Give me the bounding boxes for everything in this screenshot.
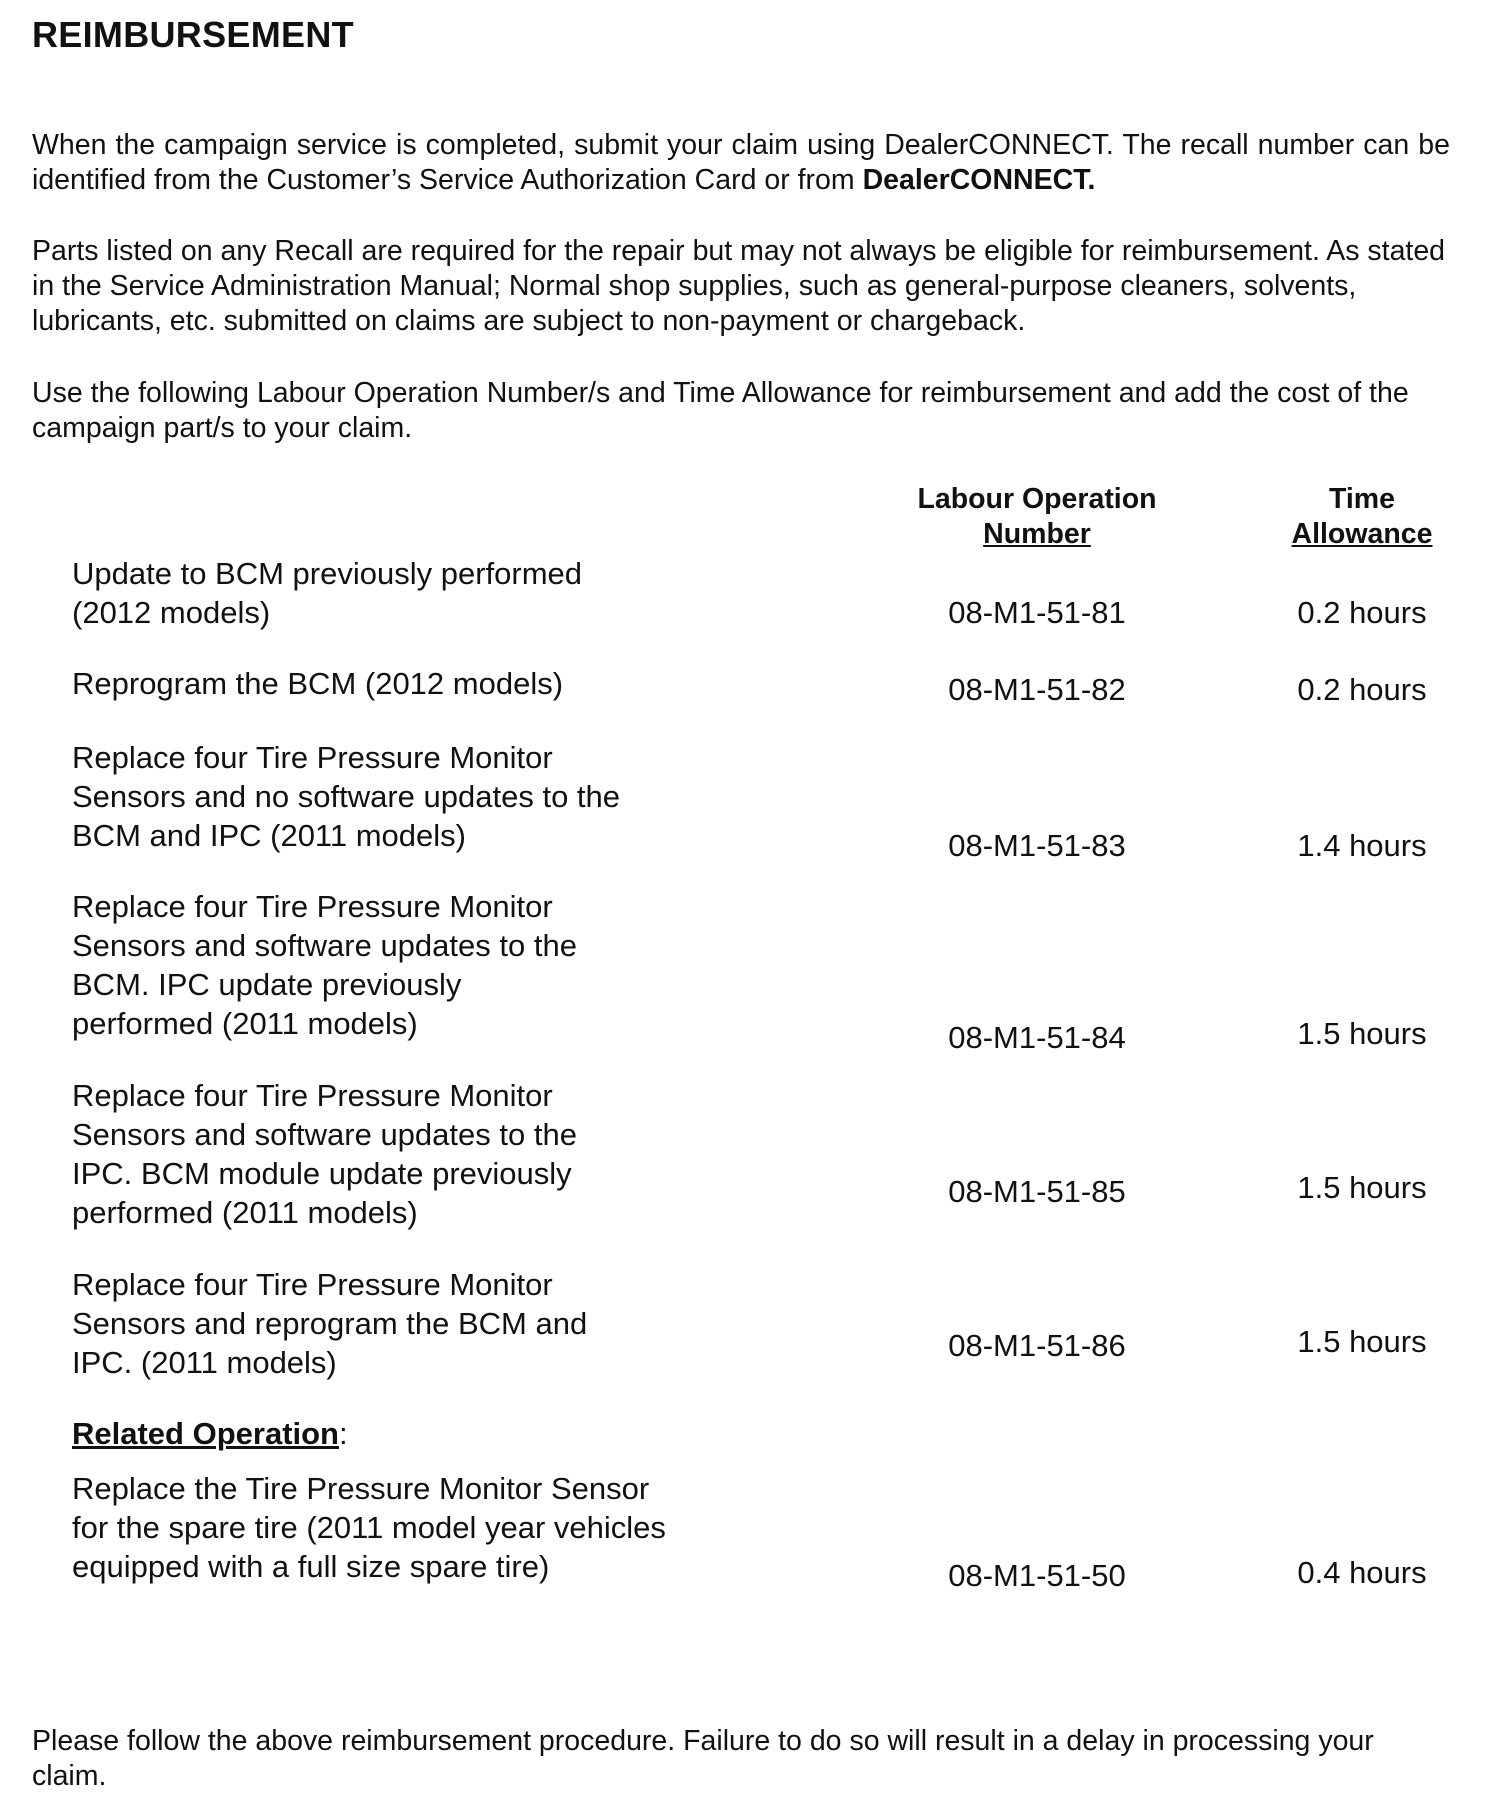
footer-note: Please follow the above reimbursement procedure. Failure to do so will result in a delay in processing your claim. [32,1725,1374,1792]
table-row-operation: 08-M1-51-82 [948,672,1126,707]
table-row-time: 1.5 hours [1297,1016,1427,1051]
op-header-line1: Labour Operation [917,483,1157,515]
table-row-time: 1.4 hours [1297,828,1427,863]
table-row-description: Reprogram the BCM (2012 models) [72,666,564,701]
parts-eligibility-paragraph: Parts listed on any Recall are required for the repair but may not always be eligible for reimbursement. As stated in the Service Administration Manual; Normal shop supplies, such as general-purpose cleaners, solvents, lubricants, etc. submitted on claims are subject to non-payment or chargeback. [32,235,1446,337]
op-header-line2: Number [983,518,1091,550]
time-allowance-header [1232,482,1492,552]
table-row-description: Replace four Tire Pressure Monitor Sensors and software updates to the IPC. BCM module update previously performed (2011 models) [72,1078,577,1230]
table-row-description: Replace four Tire Pressure Monitor Sensors and reprogram the BCM and IPC. (2011 models) [72,1267,588,1380]
table-row-operation: 08-M1-51-83 [948,828,1126,863]
related-row-operation: 08-M1-51-50 [948,1558,1126,1593]
table-row-operation: 08-M1-51-85 [948,1174,1126,1209]
dealerconnect-bold-text: DealerCONNECT. [862,164,1096,196]
table-row-description: Update to BCM previously performed (2012 models) [72,556,583,630]
document-page [32,0,1452,1794]
table-row-operation: 08-M1-51-84 [948,1020,1126,1055]
labour-operation-instructions: Use the following Labour Operation Number/s and Time Allowance for reimbursement and add the cost of the campaign part/s to your claim. [32,377,1409,444]
time-header-line1: Time [1328,483,1395,515]
related-operation-colon: : [339,1416,348,1451]
related-operation-text: Related Operation [72,1416,339,1451]
related-row-time: 0.4 hours [1297,1555,1427,1590]
table-row-time: 0.2 hours [1297,595,1427,630]
table-row-description: Replace four Tire Pressure Monitor Sensors and no software updates to the BCM and IPC (2011 models) [72,740,621,853]
table-row-time: 1.5 hours [1297,1170,1427,1205]
time-header-line2: Allowance [1291,518,1433,550]
table-row-time: 1.5 hours [1297,1324,1427,1359]
claim-submission-text: When the campaign service is completed, submit your claim using DealerCONNECT. The recall number can be identified from the Customer’s Service Authorization Card or from [32,129,1450,196]
section-heading: REIMBURSEMENT [32,14,354,55]
table-row-time: 0.2 hours [1297,672,1427,707]
related-operation-label [72,1414,348,1453]
table-row-operation: 08-M1-51-86 [948,1328,1126,1363]
related-row-description: Replace the Tire Pressure Monitor Sensor for the spare tire (2011 model year vehicles equipped with a full size spare tire) [72,1471,666,1584]
table-row-description: Replace four Tire Pressure Monitor Sensors and software updates to the BCM. IPC update previously performed (2011 models) [72,889,577,1041]
table-row-operation: 08-M1-51-81 [948,595,1126,630]
labour-operation-number-header [877,482,1197,552]
claim-submission-paragraph [32,128,1450,198]
